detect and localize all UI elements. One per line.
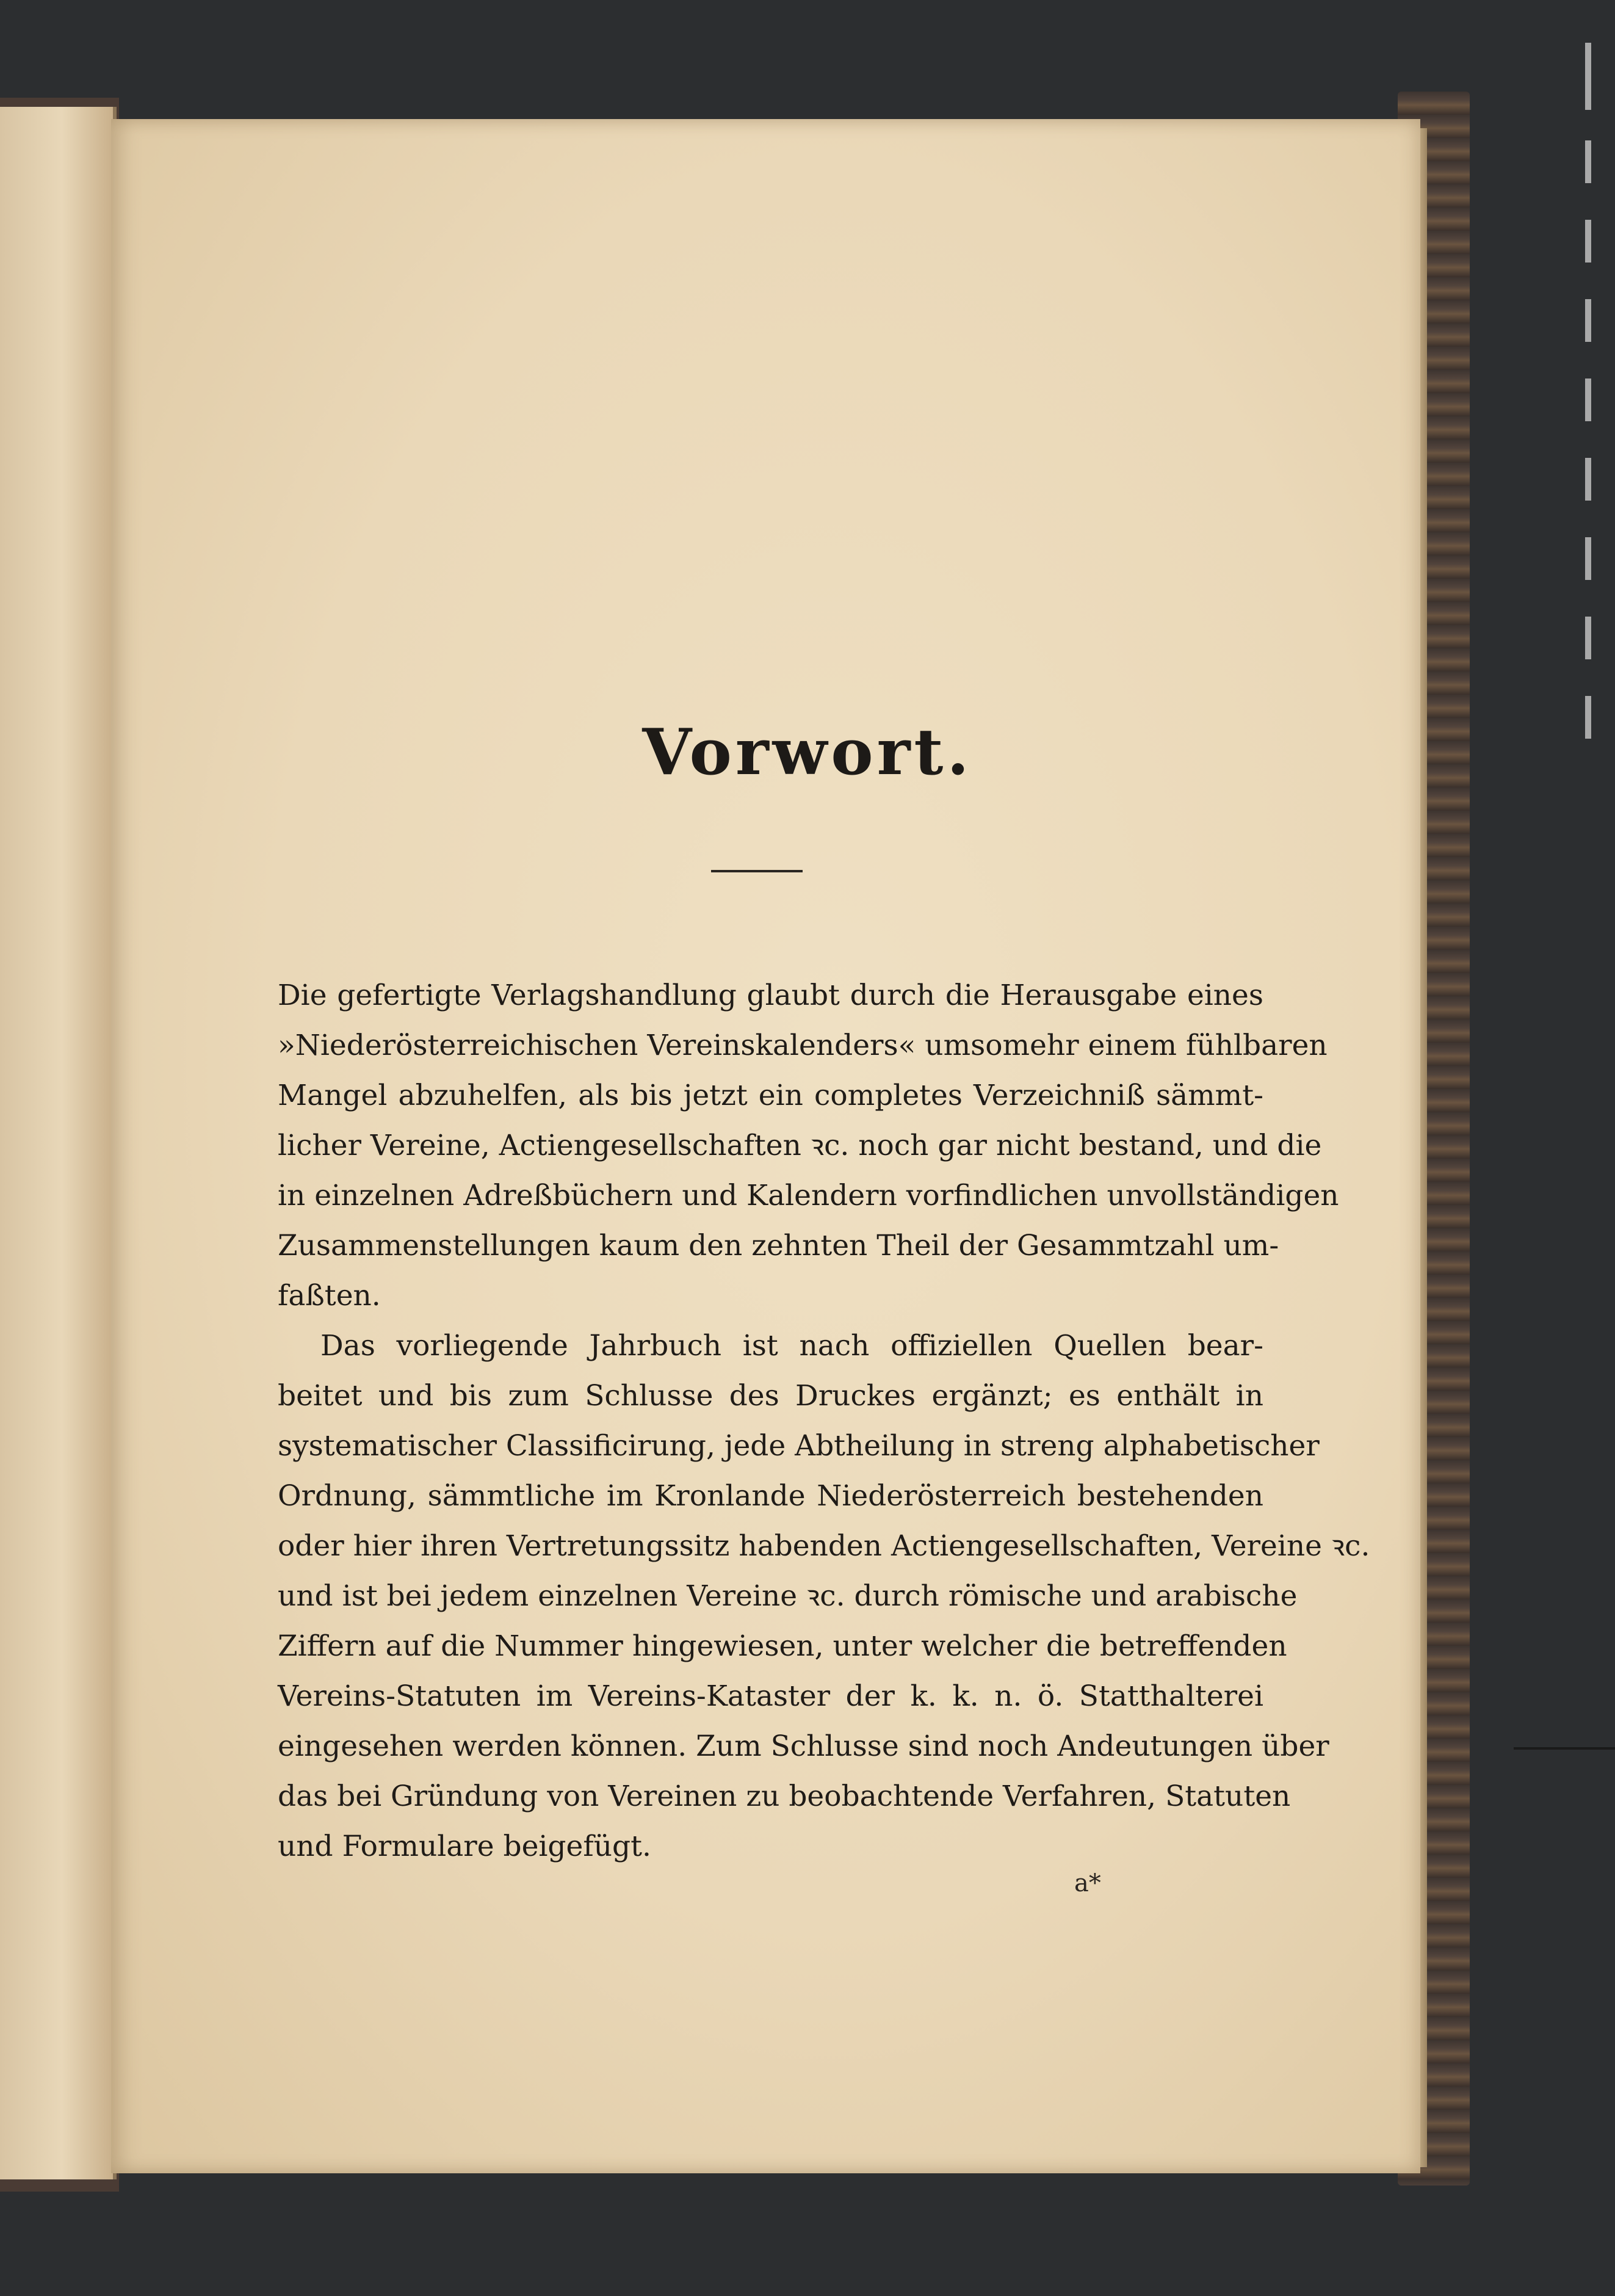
text-line: Ziffern auf die Nummer hingewiesen, unter welcher die betreffenden — [278, 1629, 1287, 1663]
text-line: faßten. — [278, 1279, 381, 1313]
text-line: oder hier ihren Vertretungssitz habenden Actiengesellschaften, Vereine ꝛc. — [278, 1529, 1370, 1563]
ruler-mark — [1585, 617, 1591, 659]
left-facing-page — [0, 107, 117, 2179]
text-line: und ist bei jedem einzelnen Vereine ꝛc. durch römische und arabische — [278, 1579, 1298, 1613]
text-line: und Formulare beigefügt. — [278, 1830, 651, 1863]
text-line: Das vorliegende Jahrbuch ist nach offiziellen Quellen bear- — [320, 1329, 1263, 1363]
text-line: Die gefertigte Verlagshandlung glaubt durch die Herausgabe eines — [278, 979, 1263, 1012]
text-line: beitet und bis zum Schlusse des Druckes ergänzt; es enthält in — [278, 1379, 1263, 1413]
paragraph-1 — [278, 971, 1339, 1321]
body-text — [278, 971, 1370, 1872]
text-line: »Niederösterreichischen Vereinskalenders« umsomehr einem fühlbaren — [278, 1029, 1328, 1062]
ruler-mark — [1585, 458, 1591, 501]
text-line: Zusammenstellungen kaum den zehnten Theil der Gesammtzahl um- — [278, 1229, 1279, 1262]
page-heading: Vorwort. — [642, 714, 973, 789]
text-line: systematischer Classificirung, jede Abtheilung in streng alphabetischer — [278, 1429, 1320, 1463]
ruler-mark — [1585, 140, 1591, 183]
text-line: Mangel abzuhelfen, als bis jetzt ein completes Verzeichniß sämmt- — [278, 1079, 1263, 1112]
ruler-line — [1514, 1747, 1615, 1750]
signature-mark: a* — [1074, 1869, 1101, 1897]
ruler-mark — [1585, 537, 1591, 580]
text-line: in einzelnen Adreßbüchern und Kalendern vorfindlichen unvollständigen — [278, 1179, 1339, 1212]
paragraph-2 — [278, 1321, 1370, 1872]
text-line: das bei Gründung von Vereinen zu beobachtende Verfahren, Statuten — [278, 1780, 1291, 1813]
text-line: eingesehen werden können. Zum Schlusse sind noch Andeutungen über — [278, 1729, 1329, 1763]
ruler-mark — [1585, 220, 1591, 263]
text-line: Ordnung, sämmtliche im Kronlande Niederösterreich bestehenden — [278, 1479, 1263, 1513]
ruler-mark — [1585, 43, 1591, 110]
ruler-mark — [1585, 299, 1591, 342]
text-line: Vereins-Statuten im Vereins-Kataster der k. k. n. ö. Statthalterei — [278, 1679, 1263, 1713]
heading-rule — [711, 870, 803, 872]
ruler-mark — [1585, 378, 1591, 421]
text-line: licher Vereine, Actiengesellschaften ꝛc. noch gar nicht bestand, und die — [278, 1129, 1322, 1162]
